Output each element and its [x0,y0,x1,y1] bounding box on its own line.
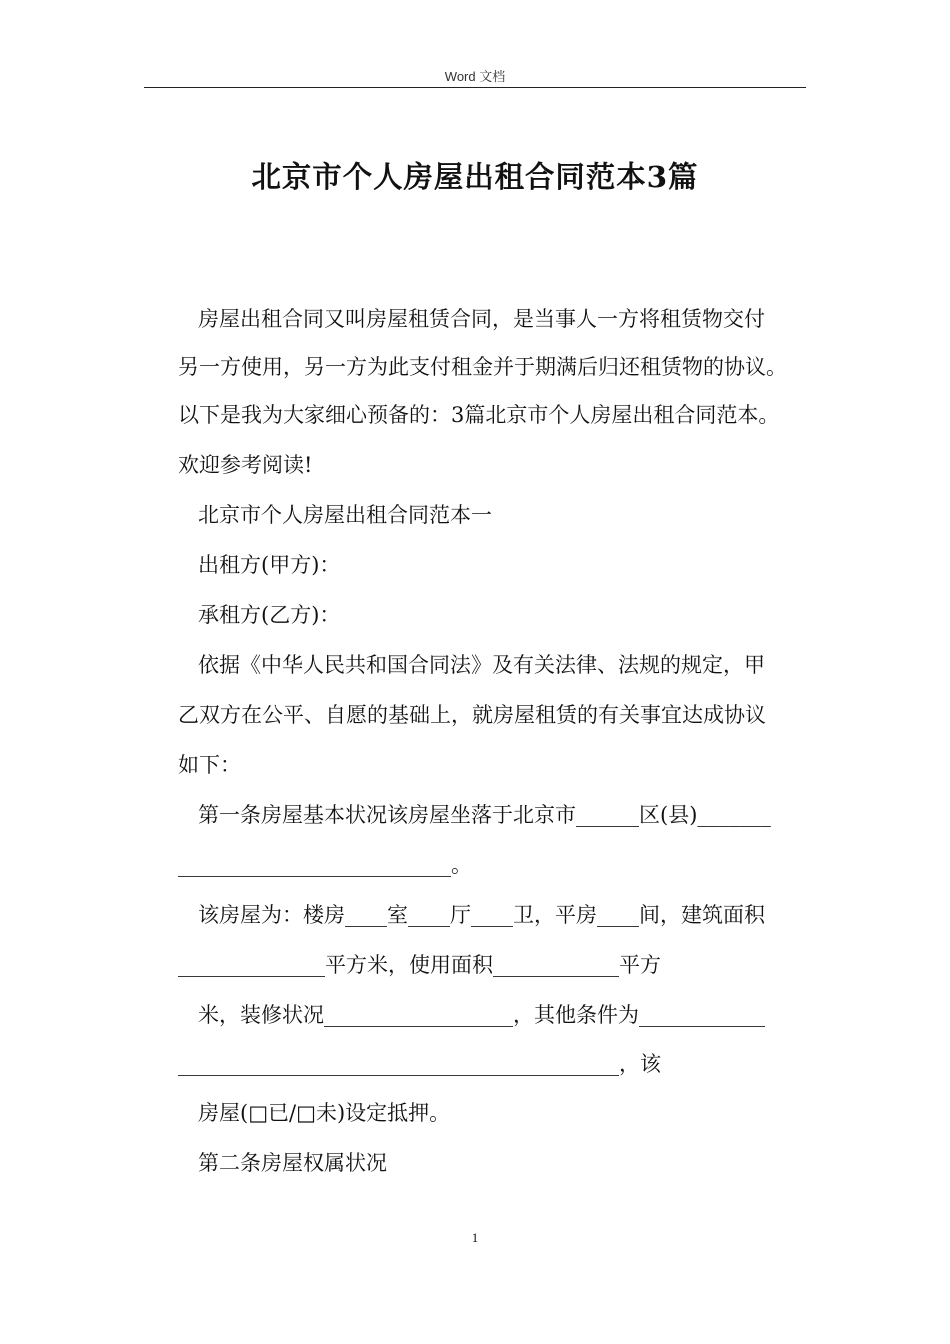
paragraph-line: 以下是我为大家细心预备的：3篇北京市个人房屋出租合同范本。 [178,403,780,427]
paragraph-line: __________________________。 [178,853,472,877]
section-heading: 北京市个人房屋出租合同范本一 [198,503,492,527]
paragraph-line: 依据《中华人民共和国合同法》及有关法律、法规的规定，甲 [198,653,765,677]
header-divider [144,87,806,88]
paragraph-line: 米，装修状况__________________，其他条件为____________ [198,1003,765,1027]
paragraph-line: 出租方(甲方)： [198,553,341,577]
paragraph-line: 房屋出租合同又叫房屋租赁合同，是当事人一方将租赁物交付 [198,307,765,331]
paragraph-line: 乙双方在公平、自愿的基础上，就房屋租赁的有关事宜达成协议 [178,703,766,727]
page-header: Word 文档 [444,69,506,84]
paragraph-line: 承租方(乙方)： [198,603,341,627]
page-number: 1 [471,1230,479,1245]
paragraph-line: 房屋(□已/□未)设定抵押。 [198,1101,451,1125]
paragraph-line: __________________________________________，该 [178,1052,661,1076]
paragraph-line: 另一方使用，另一方为此支付租金并于期满后归还租赁物的协议。 [178,355,787,379]
paragraph-line: 欢迎参考阅读! [178,453,313,477]
paragraph-line: ______________平方米，使用面积____________平方 [178,953,661,977]
paragraph-line: 如下： [178,753,241,777]
document-title: 北京市个人房屋出租合同范本3篇 [251,159,699,194]
section-heading: 第二条房屋权属状况 [198,1151,387,1175]
paragraph-line: 第一条房屋基本状况该房屋坐落于北京市______区(县)_______ [198,803,771,827]
paragraph-line: 该房屋为：楼房____室____厅____卫，平房____间，建筑面积 [198,903,765,927]
